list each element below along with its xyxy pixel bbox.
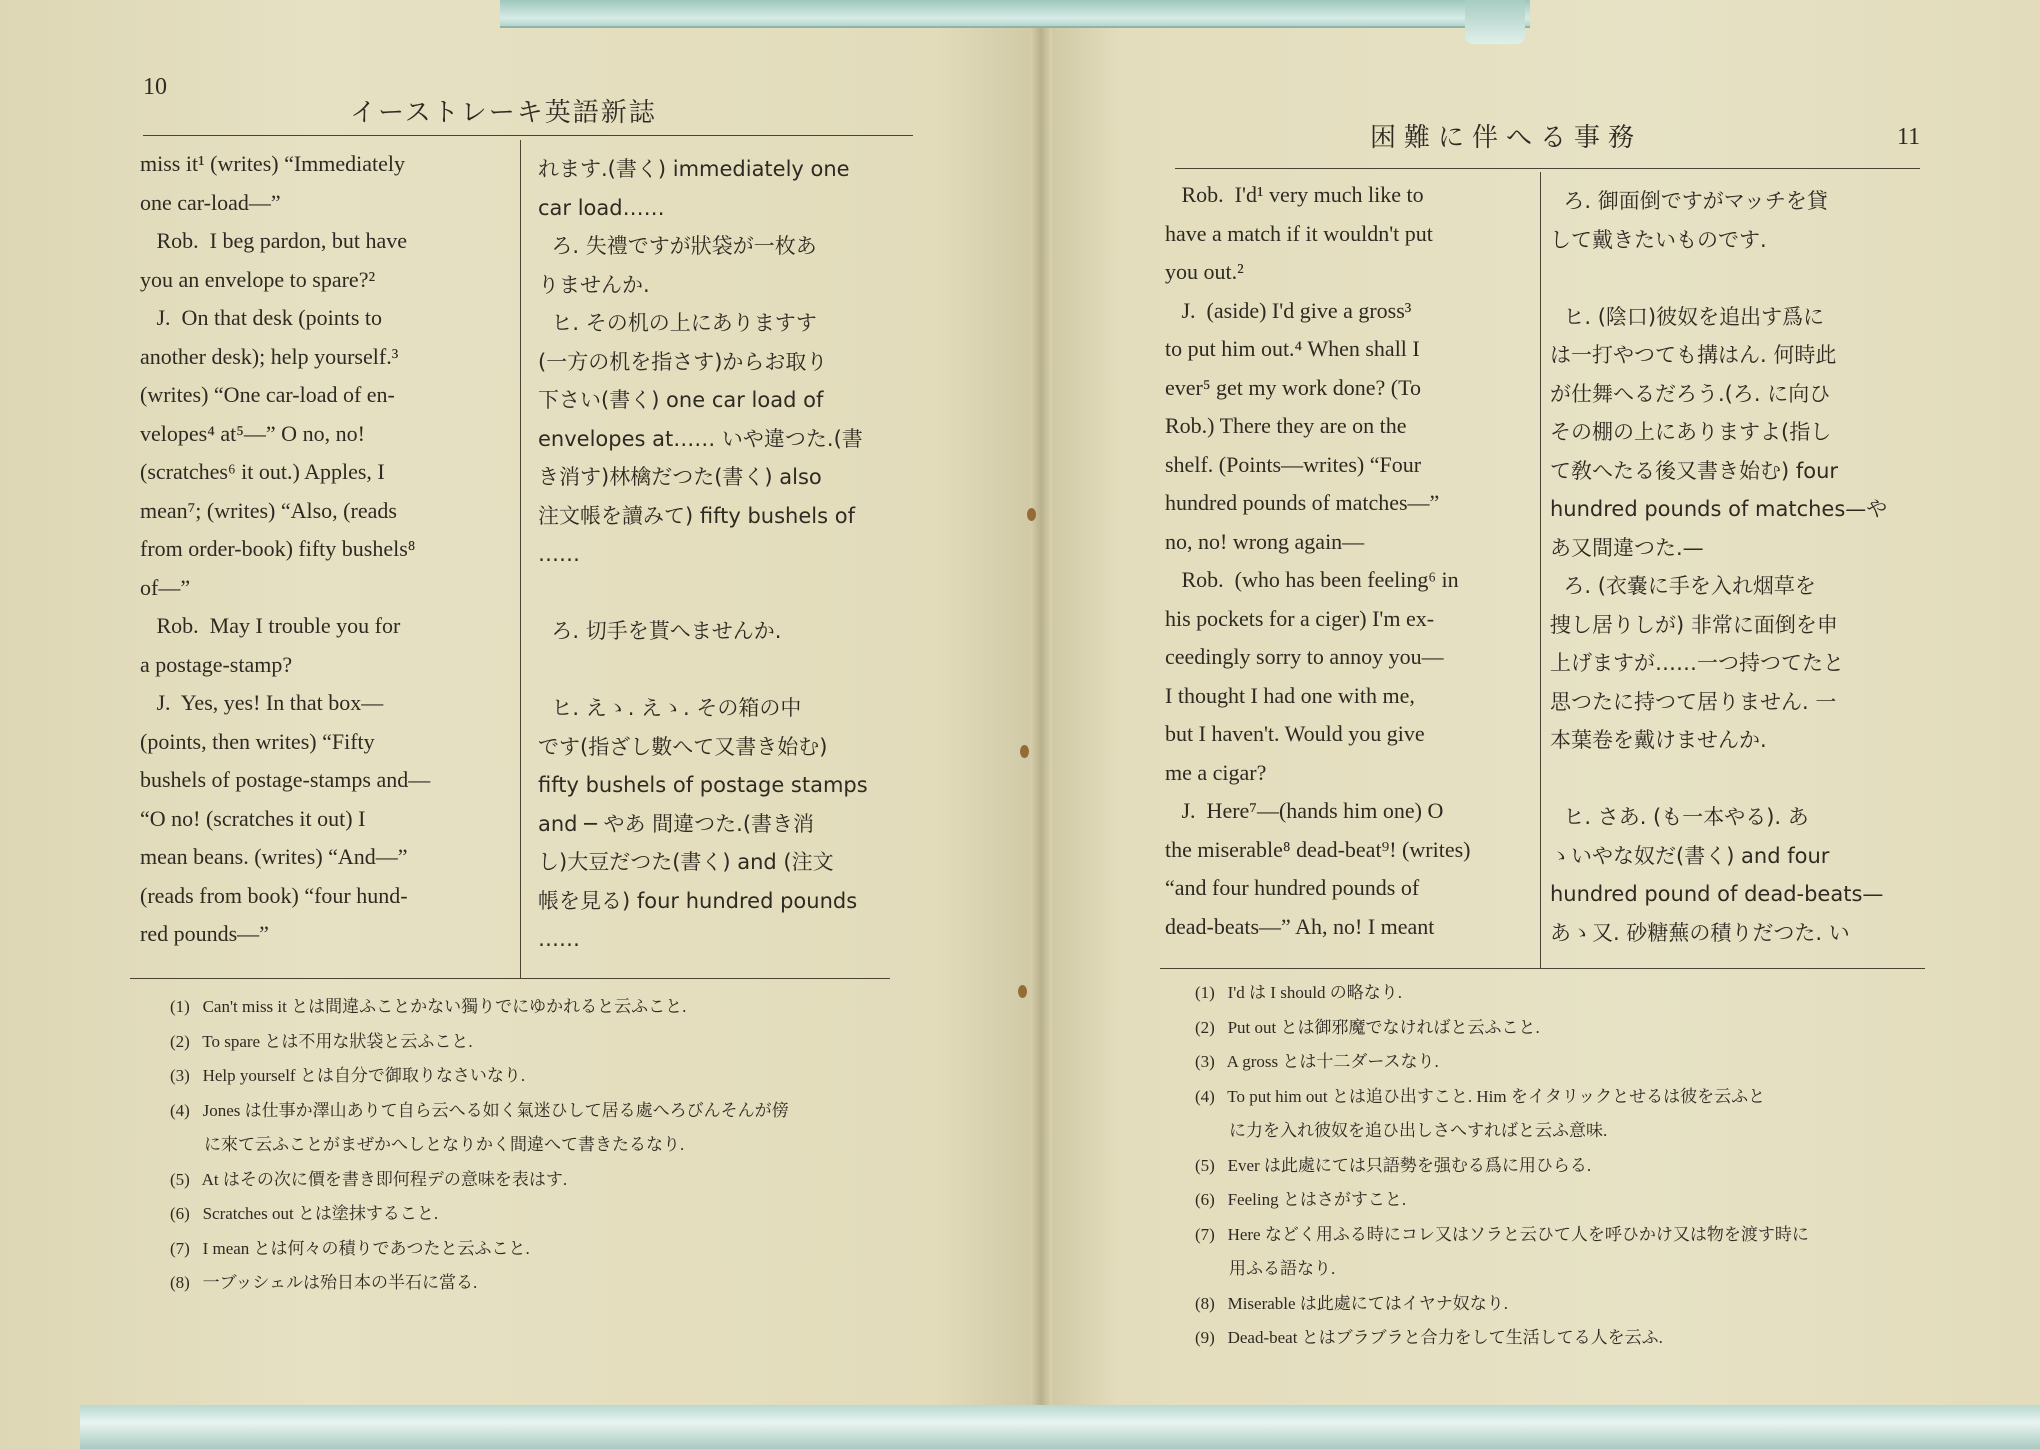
text-line: dead-beats—” Ah, no! I meant [1165, 913, 1435, 939]
text-line: りませんか. [538, 272, 650, 297]
text-line: miss it¹ (writes) “Immediately [140, 151, 406, 176]
footnote-line: (6) Feeling とはさがすこと. [1195, 1190, 1407, 1209]
right-page-number: 11 [1897, 124, 1921, 150]
text-line: you an envelope to spare?² [140, 266, 376, 292]
text-line: another desk); help yourself.³ [140, 343, 399, 369]
text-line: Rob. I'd¹ very much like to [1165, 182, 1424, 207]
text-line: a postage-stamp? [140, 651, 293, 677]
glass-plate-bottom [80, 1405, 2040, 1449]
text-line: ever⁵ get my work done? (To [1165, 374, 1421, 400]
text-line: …… [538, 542, 580, 566]
text-line: Rob. May I trouble you for [140, 613, 401, 638]
text-line: envelopes at…… いや違つた.(書 [538, 426, 863, 451]
right-footnote-rule [1160, 968, 1925, 969]
rust-spot [1020, 745, 1029, 758]
text-line: れます.(書く) immediately one [538, 157, 850, 181]
left-japanese-column [538, 150, 868, 959]
text-line: ヒ. えゝ. えゝ. その箱の中 [538, 696, 802, 720]
text-line: ろ. 切手を貰へませんか. [538, 619, 782, 643]
text-line [538, 651, 868, 690]
text-line: his pockets for a ciger) I'm ex- [1165, 605, 1435, 631]
text-line: (reads from book) “four hund- [140, 882, 408, 908]
glass-plate-top [500, 0, 1530, 28]
text-line: して戴きたいものです. [1550, 227, 1767, 252]
left-column-divider [520, 140, 521, 978]
text-line: bushels of postage-stamps and— [140, 767, 431, 792]
text-line: は一打やつても搆はん. 何時此 [1550, 343, 1837, 367]
right-footnotes [1195, 976, 1809, 1356]
text-line: (writes) “One car-load of en- [140, 382, 395, 407]
text-line [538, 574, 868, 613]
text-line: (一方の机を指さす)からお取り [538, 349, 828, 374]
rust-spot [1027, 508, 1036, 521]
text-line: ろ. (衣嚢に手を入れ烟草を [1550, 574, 1816, 598]
text-line: し)大豆だつた(書く) and (注文 [538, 850, 834, 874]
text-line: Rob. I beg pardon, but have [140, 228, 407, 253]
text-line: the miserable⁸ dead-beat⁹! (writes) [1165, 836, 1471, 862]
footnote-line: (5) Ever は此處にては只語勢を强むる爲に用ひらる. [1195, 1155, 1592, 1175]
text-line: but I haven't. Would you give [1165, 721, 1425, 746]
right-japanese-column [1550, 182, 1887, 952]
text-line: …… [538, 927, 580, 951]
footnote-line: (7) Here などく用ふる時にコレ又はソラと云ひて人を呼ひかけ又は物を渡す時に [1195, 1224, 1809, 1244]
text-line: hundred pounds of matches—や [1550, 497, 1888, 521]
text-line: ヒ. その机の上にありますす [538, 311, 817, 335]
text-line: have a match if it wouldn't put [1165, 220, 1433, 246]
text-line [1550, 760, 1887, 799]
right-head-rule [1175, 168, 1920, 169]
text-line [1550, 259, 1887, 298]
footnote-line: (8) Miserable は此處にてはイヤナ奴なり. [1195, 1293, 1509, 1313]
text-line: J. Here⁷—(hands him one) O [1165, 798, 1444, 823]
text-line: 上げますが……一つ持つてたと [1550, 651, 1844, 675]
text-line: I thought I had one with me, [1165, 682, 1415, 708]
book-gutter [1030, 0, 1052, 1449]
text-line: hundred pound of dead-beats— [1550, 882, 1884, 906]
footnote-line: (1) Can't miss it とは間違ふことかない獨りでにゆかれると云ふこと. [170, 997, 687, 1016]
text-line: て敎へたる後又書き始む) four [1550, 458, 1839, 483]
text-line: shelf. (Points—writes) “Four [1165, 451, 1422, 477]
footnote-line: に力を入れ彼奴を追ひ出しさへすればと云ふ意味. [1195, 1121, 1608, 1140]
text-line: が仕舞へるだろう.(ろ. に向ひ [1550, 381, 1831, 406]
footnote-line: (1) I'd は I should の略なり. [1195, 983, 1403, 1002]
text-line: 捜し居りしが) 非常に面倒を申 [1550, 612, 1838, 637]
left-footnotes [170, 990, 789, 1301]
footnote-line: に來て云ふことがまぜかへしとなりかく間違へて書きたるなり. [170, 1135, 685, 1154]
text-line: red pounds—” [140, 921, 269, 946]
text-line: mean⁷; (writes) “Also, (reads [140, 497, 397, 523]
text-line: Rob. (who has been feeling⁶ in [1165, 567, 1459, 592]
rust-spot [1018, 985, 1027, 998]
text-line: あゝ又. 砂糖蕪の積りだつた. い [1550, 920, 1850, 945]
text-line: and ─ やあ 間違つた.(書き消 [538, 811, 815, 836]
footnote-line: (5) At はその次に價を書き即何程デの意味を表はす. [170, 1169, 568, 1189]
text-line: no, no! wrong again— [1165, 528, 1365, 554]
text-line: 下さい(書く) one car load of [538, 388, 824, 412]
text-line: you out.² [1165, 259, 1244, 284]
text-line: 本葉卷を戴けませんか. [1550, 728, 1767, 752]
text-line: Rob.) There they are on the [1165, 413, 1407, 438]
left-footnote-rule [130, 978, 890, 979]
text-line: me a cigar? [1165, 759, 1267, 785]
footnote-line: (3) A gross とは十二ダースなり. [1195, 1052, 1439, 1071]
right-running-head: 困難に伴へる事務 [1370, 123, 1643, 153]
text-line: fifty bushels of postage stamps [538, 773, 868, 797]
text-line: mean beans. (writes) “And—” [140, 844, 408, 869]
footnote-line: (2) To spare とは不用な狀袋と云ふこと. [170, 1031, 473, 1051]
text-line: “and four hundred pounds of [1165, 875, 1420, 900]
text-line: “O no! (scratches it out) I [140, 805, 366, 831]
footnote-line: (7) I mean とは何々の積りであつたと云ふこと. [170, 1238, 530, 1258]
text-line: 帳を見る) four hundred pounds [538, 888, 858, 913]
left-english-column [140, 145, 430, 954]
text-line: car load…… [538, 195, 665, 220]
text-line: J. On that desk (points to [140, 305, 382, 330]
text-line: (scratches⁶ it out.) Apples, I [140, 459, 385, 484]
text-line: velopes⁴ at⁵—” O no, no! [140, 420, 365, 446]
text-line: of—” [140, 574, 191, 600]
left-running-head: イーストレーキ英語新誌 [350, 98, 657, 128]
text-line: ろ. 失禮ですが狀袋が一枚あ [538, 234, 817, 258]
text-line: ヒ. (陰口)彼奴を追出す爲に [1550, 304, 1825, 329]
text-line: from order-book) fifty bushels⁸ [140, 536, 416, 561]
glass-plate-corner [1465, 0, 1525, 44]
text-line: one car-load—” [140, 189, 281, 215]
footnote-line: (4) Jones は仕事か澤山ありて自ら云へる如く氣迷ひして居る處へろびんそんが傍 [170, 1100, 789, 1120]
text-line: ceedingly sorry to annoy you— [1165, 644, 1444, 669]
text-line: hundred pounds of matches—” [1165, 490, 1440, 515]
text-line: (points, then writes) “Fifty [140, 728, 375, 754]
text-line: ろ. 御面倒ですがマッチを貸 [1550, 189, 1828, 213]
text-line: to put him out.⁴ When shall I [1165, 336, 1420, 361]
footnote-line: (9) Dead-beat とはブラブラと合力をして生活してる人を云ふ. [1195, 1328, 1663, 1347]
footnote-line: (2) Put out とは御邪魔でなければと云ふこと. [1195, 1017, 1540, 1037]
footnote-line: (8) 一ブッシェルは殆日本の半石に當る. [170, 1273, 478, 1292]
text-line: その棚の上にありますよ(指し [1550, 420, 1832, 444]
footnote-line: (6) Scratches out とは塗抹すること. [170, 1204, 439, 1223]
footnote-line: 用ふる語なり. [1195, 1259, 1336, 1278]
right-column-divider [1540, 172, 1541, 968]
text-line: ヒ. さあ. (も一本やる). あ [1550, 805, 1809, 829]
text-line: ゝいやな奴だ(書く) and four [1550, 843, 1830, 868]
footnote-line: (3) Help yourself とは自分で御取りなさいなり. [170, 1066, 526, 1085]
text-line: き消す)林檎だつた(書く) also [538, 465, 822, 489]
text-line: 思つたに持つて居りません. 一 [1550, 689, 1837, 714]
text-line: です(指ざし數へて又書き始む) [538, 734, 828, 759]
footnote-line: (4) To put him out とは追ひ出すこと. Him をイタリックとせるは彼を云ふと [1195, 1086, 1766, 1106]
text-line: 注文帳を讀みて) fifty bushels of [538, 503, 855, 528]
left-page-number: 10 [143, 74, 167, 100]
text-line: J. Yes, yes! In that box— [140, 690, 384, 715]
right-english-column [1165, 176, 1470, 946]
text-line: J. (aside) I'd give a gross³ [1165, 297, 1412, 323]
text-line: あ又間違つた.— [1550, 535, 1704, 560]
left-head-rule [143, 135, 913, 136]
